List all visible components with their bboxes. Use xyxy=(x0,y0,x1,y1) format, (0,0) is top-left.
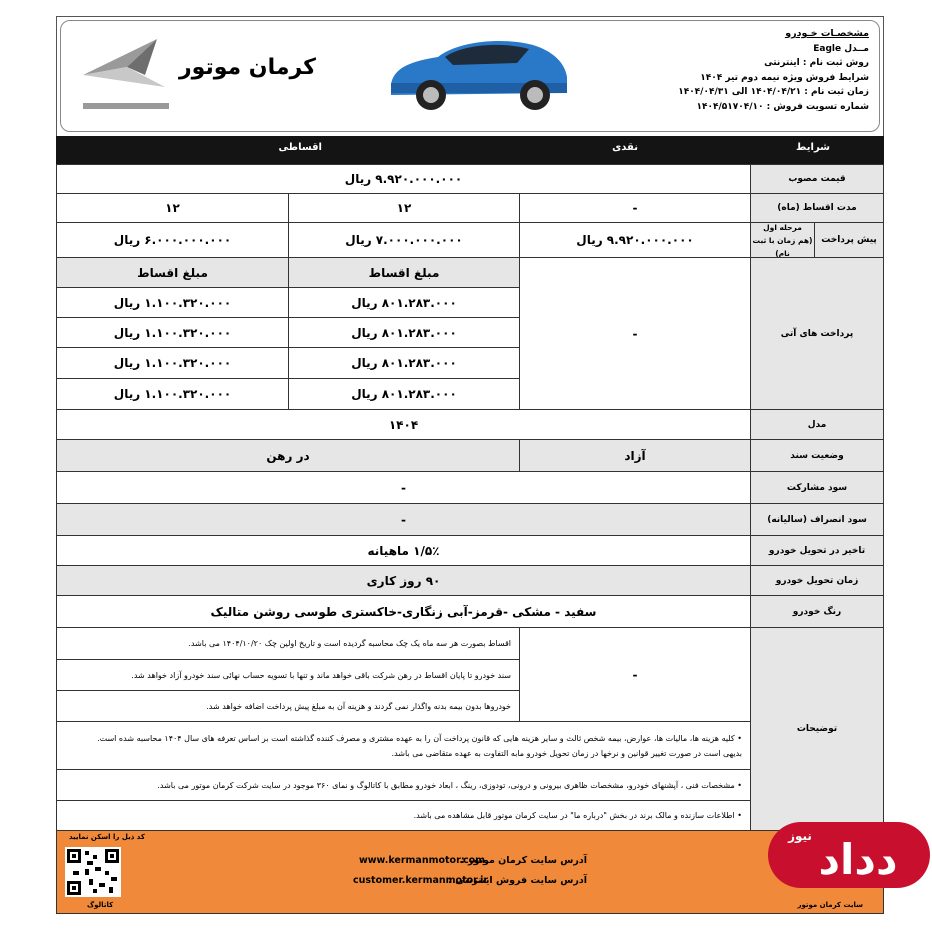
label-descriptions: توضیحات xyxy=(750,627,884,831)
value-delivery-time: ۹۰ روز کاری xyxy=(56,565,751,596)
shop-label: آدرس سایت فروش اینترنتی : xyxy=(448,875,587,886)
label-prepayment: پیش پرداخت xyxy=(814,222,884,258)
value-approved-price: ۹.۹۲۰.۰۰۰.۰۰۰ ریال xyxy=(56,164,751,194)
site-label: آدرس سایت کرمان موتور : xyxy=(460,855,587,866)
note-general-1b: بدیهی است در صورت تغییر قوانین و نرخها در زمان تحویل خودرو مابه التفاوت به عهده متقاضی می باشد. xyxy=(391,748,742,758)
prepay-cash: ۹.۹۲۰.۰۰۰.۰۰۰ ریال xyxy=(519,222,751,258)
plan2-installment-row: ۱.۱۰۰.۳۲۰.۰۰۰ ریال xyxy=(56,347,289,379)
note-general-1a: • کلیه هزینه ها، مالیات ها، عوارض، بیمه شخص ثالث و سایر هزینه هایی که قانون پرداخت آن را به عهده مشتری و مصرف کننده گذاشته است بر اساس تعرفه های سال ۱۴۰۴ محاسبه شده است. xyxy=(97,733,742,743)
header-cash: نقدی xyxy=(612,142,638,153)
qr-code xyxy=(65,847,121,897)
doc-status-cash: آزاد xyxy=(519,439,751,472)
value-cancellation-profit: - xyxy=(56,503,751,536)
prepay-installment-1: ۷.۰۰۰.۰۰۰.۰۰۰ ریال xyxy=(288,222,520,258)
note-installment-3: خودروها بدون بیمه بدنه واگذار نمی گردند و هزینه آن به مبلغ پیش پرداخت اضافه خواهد شد. xyxy=(56,690,520,722)
label-future-payments: پرداخت های آتی xyxy=(750,257,884,410)
value-model: ۱۴۰۴ xyxy=(56,409,751,440)
installment-amount-header-2: مبلغ اقساط xyxy=(56,257,289,288)
spec-model: مــدل Eagle xyxy=(813,43,869,54)
plan1-installment-row: ۸۰۱.۲۸۳.۰۰۰ ریال xyxy=(288,287,520,318)
period-cash: - xyxy=(519,193,751,223)
label-document-status: وضعیت سند xyxy=(750,439,884,472)
value-delivery-delay: ۱/۵٪ ماهیانه xyxy=(56,535,751,566)
label-installment-period: مدت اقساط (ماه) xyxy=(750,193,884,223)
period-installment-1: ۱۲ xyxy=(288,193,520,223)
doc-status-installment: در رهن xyxy=(56,439,520,472)
plan2-installment-row: ۱.۱۰۰.۳۲۰.۰۰۰ ریال xyxy=(56,317,289,348)
note-general-3: • اطلاعات سازنده و مالک برند در بخش "درباره ما" در سایت کرمان موتور قابل مشاهده می باشد. xyxy=(56,800,751,831)
qr-caption: کد ذیل را اسکن نمایید xyxy=(69,833,145,841)
installment-amount-header-1: مبلغ اقساط xyxy=(288,257,520,288)
car-image xyxy=(383,27,573,119)
note-installment-1: اقساط بصورت هر سه ماه یک چک محاسبه گردیده است و تاریخ اولین چک ۱۴۰۴/۱۰/۲۰ می باشد. xyxy=(56,627,520,660)
plan2-installment-row: ۱.۱۰۰.۳۲۰.۰۰۰ ریال xyxy=(56,378,289,410)
header-installment: اقساطی xyxy=(278,142,322,153)
label-model: مدل xyxy=(750,409,884,440)
site-url[interactable]: www.kermanmotor.com xyxy=(359,855,486,866)
value-car-color: سفید - مشکی -قرمز-آبی زنگاری-خاکستری طوسی روشن متالیک xyxy=(56,595,751,628)
label-approved-price: قیمت مصوب xyxy=(750,164,884,194)
catalog-label: کاتالوگ xyxy=(87,901,114,909)
plan2-installment-row: ۱.۱۰۰.۳۲۰.۰۰۰ ریال xyxy=(56,287,289,318)
plan1-installment-row: ۸۰۱.۲۸۳.۰۰۰ ریال xyxy=(288,347,520,379)
spec-settlement-no: شماره تسویت فروش : ۱۴۰۴/۵۱۷۰۴/۱۰ xyxy=(696,101,869,112)
prepay-installment-2: ۶.۰۰۰.۰۰۰.۰۰۰ ریال xyxy=(56,222,289,258)
label-first-stage: مرحله اول (هم زمان با ثبت نام) xyxy=(750,222,815,258)
watermark-news: نیوز xyxy=(788,829,812,843)
note-general-1 xyxy=(56,721,751,770)
note-installment-2: سند خودرو تا پایان اقساط در رهن شرکت باقی خواهد ماند و تنها با تسویه حساب نهائی سند خودرو آزاد خواهد شد. xyxy=(56,659,520,691)
label-cancellation-profit: سود انصراف (سالیانه) xyxy=(750,503,884,536)
desc-cash: - xyxy=(519,627,751,722)
spec-block xyxy=(678,27,869,114)
kmc-logo xyxy=(75,35,175,123)
shop-url[interactable]: customer.kermanmotor.ir xyxy=(353,875,489,886)
plan1-installment-row: ۸۰۱.۲۸۳.۰۰۰ ریال xyxy=(288,317,520,348)
company-site-label: سایت کرمان موتور xyxy=(797,901,863,909)
spec-title: مشخصـات خـودرو xyxy=(785,28,869,39)
spec-reg-method: روش ثبت نام : اینترنتی xyxy=(764,58,869,68)
label-delivery-time: زمان تحویل خودرو xyxy=(750,565,884,596)
document-header xyxy=(60,20,880,132)
label-car-color: رنگ خودرو xyxy=(750,595,884,628)
news-watermark xyxy=(766,818,932,892)
footer xyxy=(56,830,884,914)
note-general-2: • مشخصات فنی ، آپشنهای خودرو، مشخصات ظاهری بیرونی و درونی، تودوزی، رینگ ، ابعاد خودرو مطابق با کاتالوگ و نمای ۳۶۰ موجود در سایت شرکت کرمان موتور می باشد. xyxy=(56,769,751,801)
period-installment-2: ۱۲ xyxy=(56,193,289,223)
watermark-brand: دداد xyxy=(818,835,898,884)
brand-name: کرمان موتور xyxy=(179,55,316,80)
spec-conditions: شرایط فروش ویژه نیمه دوم تیر ۱۴۰۴ xyxy=(700,72,869,83)
plan1-installment-row: ۸۰۱.۲۸۳.۰۰۰ ریال xyxy=(288,378,520,410)
table-header-bar xyxy=(56,136,884,164)
header-conditions: شرایط xyxy=(796,142,830,153)
value-partnership-profit: - xyxy=(56,471,751,504)
label-delivery-delay: تاخیر در تحویل خودرو xyxy=(750,535,884,566)
label-partnership-profit: سود مشارکت xyxy=(750,471,884,504)
spec-reg-time: زمان ثبت نام : ۱۴۰۴/۰۴/۲۱ الی ۱۴۰۴/۰۴/۳۱ xyxy=(678,87,869,97)
future-cash: - xyxy=(519,257,751,410)
